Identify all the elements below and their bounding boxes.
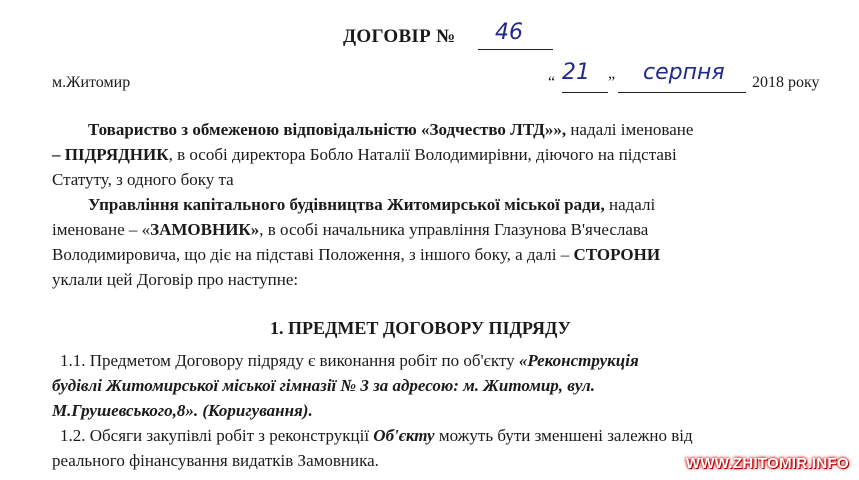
customer-org-name: Управління капітального будівництва Житомирської міської ради,: [88, 195, 605, 214]
customer-role: ЗАМОВНИК»: [150, 220, 260, 239]
clause-text: можуть бути зменшені залежно від: [434, 426, 693, 445]
section-heading: 1. ПРЕДМЕТ ДОГОВОРУ ПІДРЯДУ: [270, 318, 571, 338]
date-close-quote: ”: [608, 74, 616, 91]
intro-line-6: [52, 243, 838, 267]
date-open-quote: “: [548, 74, 556, 91]
intro-line-2: [52, 143, 838, 167]
intro-line-3: [52, 168, 838, 192]
date-month-handwritten: серпня: [643, 60, 725, 85]
clause-1-2-line-1: [60, 424, 838, 448]
intro-line-7: [52, 268, 838, 292]
contractor-role: ПІДРЯДНИК: [64, 145, 169, 164]
contractor-company-name: Товариство з обмеженою відповідальністю «Зодчество ЛТД»»,: [88, 120, 567, 139]
site-watermark: WWW.ZHITOMIR.INFO: [685, 455, 849, 472]
intro-text: , в особі начальника управління Глазунова В'ячеслава: [259, 220, 649, 239]
intro-text: надалі іменоване: [566, 120, 694, 139]
object-name: М.Грушевського,8». (Коригування).: [52, 401, 313, 420]
intro-text: надалі: [604, 195, 656, 214]
clause-text: реального фінансування видатків Замовника.: [52, 451, 379, 470]
intro-line-5: [52, 218, 838, 242]
clause-text: 1.1. Предметом Договору підряду є виконання робіт по об'єкту: [60, 351, 519, 370]
city-label: м.Житомир: [52, 74, 131, 91]
intro-text: Володимировича, що діє на підставі Положення, з іншого боку, а далі –: [52, 245, 574, 264]
clause-1-1-line-3: [52, 399, 838, 423]
clause-1-1-line-2: [52, 374, 838, 398]
day-line: [562, 92, 608, 93]
parties-term: СТОРОНИ: [573, 245, 661, 264]
intro-text: , в особі директора Бобло Наталії Володимирівни, діючого на підставі: [168, 145, 677, 164]
clause-1-1-line-1: [60, 349, 838, 373]
date-day-handwritten: 21: [562, 60, 590, 85]
contract-number-handwritten: 46: [495, 20, 523, 45]
intro-text: уклали цей Договір про наступне:: [52, 270, 299, 289]
object-name: будівлі Житомирської міської гімназії № 3 за адресою: м. Житомир, вул.: [52, 376, 595, 395]
date-year: 2018 року: [752, 74, 820, 91]
intro-text: Статуту, з одного боку та: [52, 170, 234, 189]
dash: –: [52, 145, 65, 164]
object-name: «Реконструкція: [518, 351, 639, 370]
intro-line-1: [88, 118, 838, 142]
month-line: [618, 92, 746, 93]
clause-text: 1.2. Обсяги закупівлі робіт з реконструкції: [60, 426, 374, 445]
object-term: Об'єкту: [373, 426, 435, 445]
intro-line-4: [88, 193, 838, 217]
intro-text: іменоване – «: [52, 220, 151, 239]
contract-title: ДОГОВІР №: [343, 26, 456, 47]
